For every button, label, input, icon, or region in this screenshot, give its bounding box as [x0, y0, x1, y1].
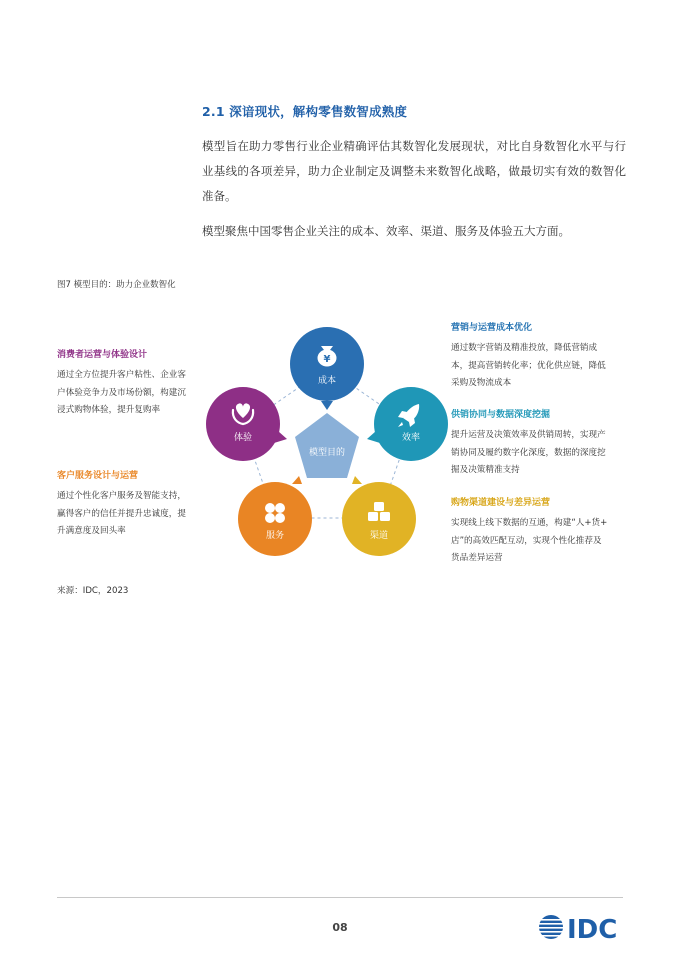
text-line: 货品差异运营 — [451, 553, 503, 563]
node-label: 服务 — [265, 531, 285, 541]
node-cost — [290, 327, 364, 410]
service-block — [57, 468, 207, 541]
text-line: 实现线上线下数据的互通，构建“人+货+ — [451, 518, 608, 528]
text-line: 本，提高营销转化率；优化供应链，降低 — [451, 360, 606, 371]
text-line: 通过数字营销及精准投放，降低营销成 — [451, 343, 598, 353]
text-line: 店”的高效匹配互动，实现个性化推荐及 — [451, 535, 602, 546]
text-line: 通过个性化客户服务及智能支持， — [57, 491, 186, 501]
efficiency-block-text — [451, 427, 625, 480]
experience-block-text — [57, 367, 207, 420]
text-line: 掘及决策精准支持 — [451, 465, 520, 475]
section-title: 2.1 深谙现状，解构零售数智成熟度 — [202, 104, 408, 119]
text-line: 赢得客户的信任并提升忠诚度，提 — [57, 508, 186, 519]
pentagon-diagram — [200, 318, 450, 568]
pointer — [292, 476, 302, 484]
node-circle — [238, 482, 312, 556]
focus-paragraph: 模型聚焦中国零售企业关注的成本、效率、渠道、服务及体验五大方面。 — [202, 224, 570, 238]
text-line: 采购及物流成本 — [451, 378, 512, 388]
globe-icon — [538, 915, 564, 939]
node-label: 体验 — [233, 433, 253, 443]
figure-caption: 图7 模型目的：助力企业数智化 — [57, 280, 176, 290]
node-efficiency — [367, 387, 448, 461]
idc-logo — [538, 910, 628, 944]
efficiency-block-title: 供销协同与数据深度挖掘 — [451, 410, 551, 420]
node-channel — [342, 476, 416, 556]
channel-block-title: 购物渠道建设与差异运营 — [451, 498, 551, 508]
cost-block — [451, 320, 625, 393]
text-line: 升满意度及回头率 — [57, 526, 126, 536]
service-block-text — [57, 488, 207, 541]
center-label: 模型目的 — [308, 448, 346, 458]
service-block-title: 客户服务设计与运营 — [57, 471, 139, 481]
text-line: 浸式购物体验，提升复购率 — [57, 405, 161, 415]
text-line: 通过全方位提升客户粘性、企业客 — [57, 370, 186, 380]
channel-block-text — [451, 515, 625, 568]
cost-block-title: 营销与运营成本优化 — [451, 323, 533, 333]
center-pentagon — [295, 413, 359, 478]
logo-text: IDC — [567, 915, 618, 944]
footer-divider — [57, 897, 623, 898]
node-service — [238, 476, 312, 556]
pointer — [321, 401, 333, 410]
node-label: 渠道 — [369, 531, 389, 541]
pointer — [352, 476, 362, 484]
svg-text:¥: ¥ — [323, 354, 331, 365]
channel-block — [451, 495, 625, 568]
text-line: 提升运营及决策效率及供销周转，实现产 — [451, 430, 606, 440]
intro-paragraph: 模型旨在助力零售行业企业精确评估其数智化发展现状，对比自身数智化水平与行业基线的各项差异，助力企业制定及调整未来数智化战略，做最切实有效的数智化准备。 — [202, 139, 626, 203]
node-label: 效率 — [401, 433, 421, 443]
cost-block-text — [451, 340, 625, 393]
experience-block — [57, 347, 207, 420]
text-line: 销协同及履约数字化深度，数据的深度挖 — [451, 447, 606, 458]
node-circle — [342, 482, 416, 556]
experience-block-title: 消费者运营与体验设计 — [57, 350, 148, 360]
node-label: 成本 — [317, 376, 337, 386]
page-number: 08 — [332, 921, 348, 934]
node-experience — [206, 387, 287, 461]
text-line: 户体验竞争力及市场份额，构建沉 — [57, 387, 186, 398]
efficiency-block — [451, 407, 625, 480]
source-note: 来源：IDC，2023 — [57, 586, 129, 596]
